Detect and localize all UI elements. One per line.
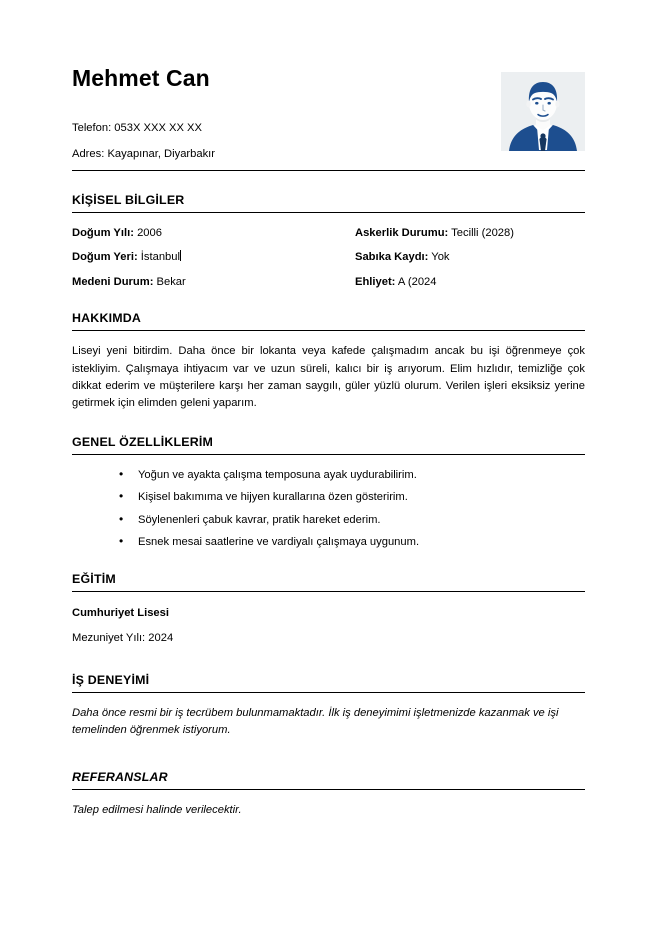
section-experience (72, 673, 585, 740)
info-birth-year (72, 226, 355, 241)
about-text: Liseyi yeni bitirdim. Daha önce bir lokanta veya kafede çalışmadım ancak bu işi öğrenmeye çok istekliyim. Çalışmaya ihtiyacım var ve uzun süreli, kalıcı bir iş arıyorum. Elim hızlıdır, temizliğe çok dikkat ederim ve müşterilere karşı her zaman saygılı, güler yüzlü olurum. Verilen işleri eksiksiz yerine getirmek için elimden geleni yaparım. (72, 345, 585, 410)
info-label: Ehliyet: (355, 275, 396, 288)
list-item: • Yoğun ve ayakta çalışma temposuna ayak uydurabilirim. (119, 468, 585, 483)
list-item: • Kişisel bakımıma ve hijyen kurallarına özen gösteririm. (119, 490, 585, 505)
experience-text: Daha önce resmi bir iş tecrübem bulunmamaktadır. İlk iş deneyimimi işletmenizde kazanmak ve işi temelinden öğrenmek istiyorum. (72, 707, 559, 737)
contact-phone: Telefon: 053X XXX XX XX (72, 122, 202, 135)
info-label: Sabıka Kaydı: (355, 251, 429, 264)
section-heading-traits: GENEL ÖZELLİKLERİM (72, 435, 585, 455)
info-value: 2006 (137, 226, 162, 239)
list-item: • Esnek mesai saatlerine ve vardiyalı çalışmaya uygunum. (119, 535, 585, 550)
cv-header (72, 0, 585, 171)
avatar (501, 72, 585, 151)
section-traits (72, 435, 585, 550)
info-military-status (355, 226, 585, 241)
page-title: Mehmet Can (72, 65, 210, 91)
info-criminal-record (355, 250, 585, 265)
section-heading-personal: KİŞİSEL BİLGİLER (72, 193, 585, 213)
list-item: • Söylenenleri çabuk kavrar, pratik hareket ederim. (119, 513, 585, 528)
info-value: İstanbul (140, 251, 180, 264)
references-text: Talep edilmesi halinde verilecektir. (72, 803, 242, 816)
info-drivers-license (355, 275, 585, 290)
info-birth-place (72, 250, 355, 265)
section-heading-about: HAKKIMDA (72, 311, 585, 331)
section-about (72, 311, 585, 412)
contact-address: Adres: Kayapınar, Diyarbakır (72, 148, 216, 161)
info-label: Doğum Yılı: (72, 226, 134, 239)
text-caret (180, 250, 181, 261)
personal-info-grid (72, 226, 585, 290)
info-label: Askerlik Durumu: (355, 226, 449, 239)
info-value: Yok (431, 251, 450, 264)
education-graduation-year: Mezuniyet Yılı: 2024 (72, 632, 174, 645)
info-value: Bekar (156, 275, 186, 288)
traits-list (72, 468, 585, 550)
section-references (72, 770, 585, 819)
section-heading-education: EĞİTİM (72, 572, 585, 592)
education-school-name: Cumhuriyet Lisesi (72, 606, 169, 619)
section-heading-experience: İŞ DENEYİMİ (72, 673, 585, 693)
section-heading-references: REFERANSLAR (72, 770, 585, 790)
info-value: Tecilli (2028) (451, 226, 514, 239)
section-education (72, 572, 585, 646)
info-label: Doğum Yeri: (72, 251, 138, 264)
info-marital-status (72, 275, 355, 290)
section-personal-info (72, 193, 585, 290)
info-label: Medeni Durum: (72, 275, 154, 288)
info-value: A (2024 (397, 275, 437, 288)
profile-photo-icon (501, 72, 585, 151)
